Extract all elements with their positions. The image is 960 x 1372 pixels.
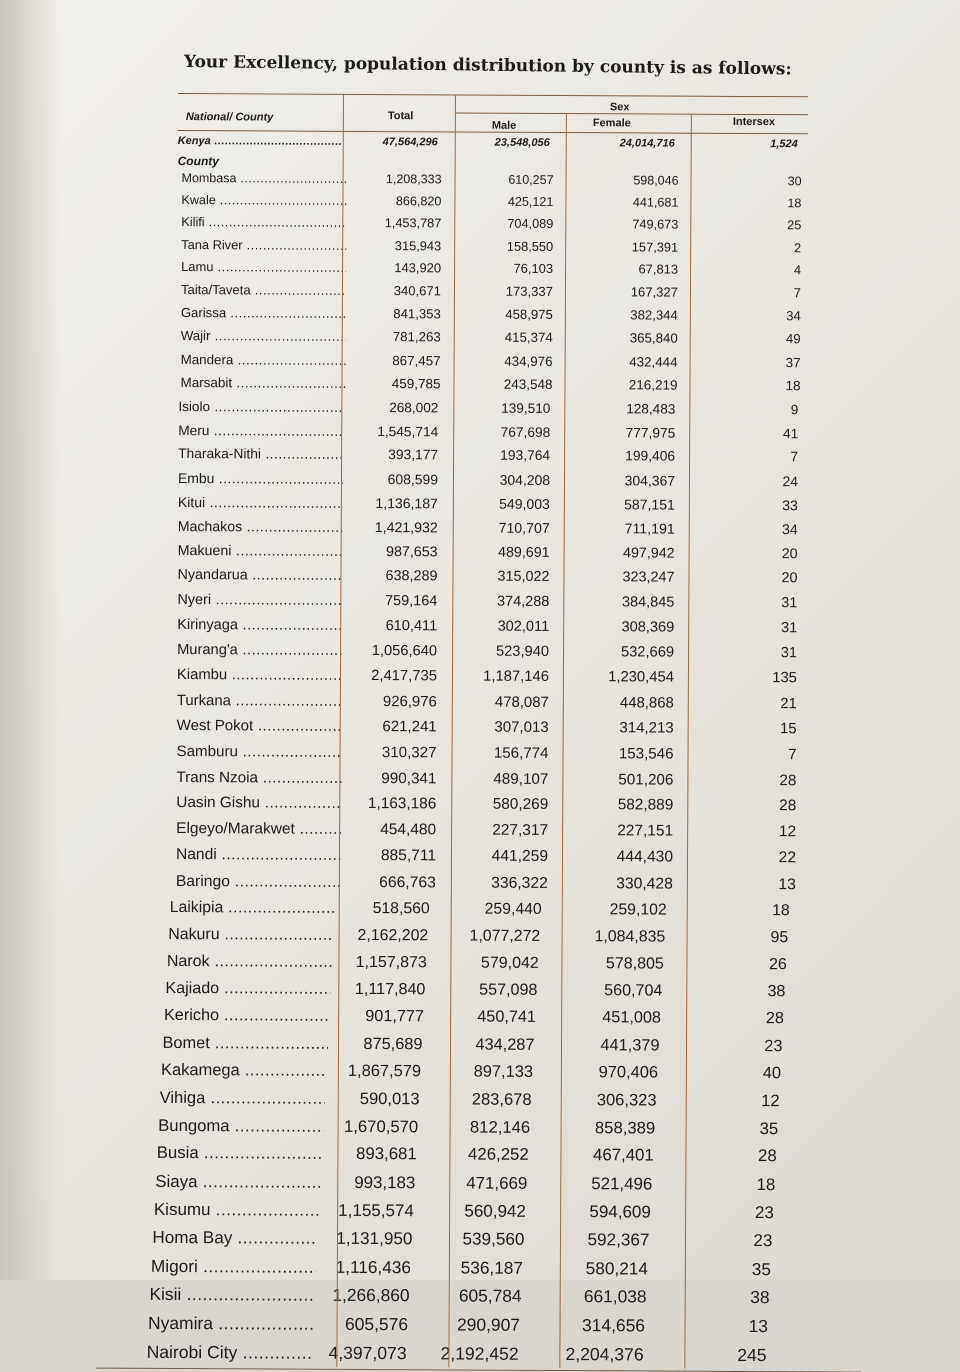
cell-intersex: 12 [778,823,797,841]
table-row [149,1279,774,1308]
cell-total: 310,327 [381,744,437,762]
cell-total: 621,241 [382,718,437,736]
table-row [177,661,802,687]
header-female: Female [592,117,631,130]
cell-male: 193,764 [500,447,551,464]
table-row [181,300,806,324]
table-row [160,1083,785,1111]
cell-female: 259,102 [609,901,667,919]
cell-total: 1,116,436 [335,1256,412,1278]
cell-intersex: 23 [764,1036,783,1055]
table-row [177,737,802,763]
cell-female: 532,669 [620,644,675,661]
cell-county-name: Mandera ..... [181,352,346,368]
cell-county-name: Nyamira ..... [148,1313,313,1335]
cell-male: 458,975 [505,307,553,323]
cell-female: 560,704 [604,981,663,1000]
table-row [181,209,806,232]
cell-male: 704,089 [507,215,554,232]
cell-intersex: 2 [794,240,802,256]
table-row [181,323,806,347]
cell-county-name: Bomet ..... [162,1034,327,1054]
cell-county-name: Vihiga ..... [160,1088,325,1109]
cell-total: 638,289 [385,568,438,585]
cell-intersex: 49 [785,331,801,347]
cell-male: 441,259 [491,847,549,866]
cell-county-name: Kitui ..... [178,494,343,511]
cell-intersex: 21 [780,694,797,712]
cell-intersex: 28 [765,1009,785,1028]
cell-intersex: 40 [762,1064,782,1083]
table-row [148,1308,773,1338]
cell-female: 157,391 [631,239,679,255]
cell-total: 1,056,640 [371,643,438,660]
cell-male: 139,510 [501,400,551,416]
cell-male: 1,187,146 [483,668,549,686]
cell-female: 384,845 [621,594,675,611]
cell-intersex: 15 [779,720,797,738]
header-county: National/ County [185,111,274,124]
cell-total: 610,411 [385,618,438,635]
table-row [176,788,801,815]
cell-female: 216,219 [628,377,678,393]
table-row [152,1222,777,1251]
cell-county-name: Kakamega ..... [161,1061,326,1081]
table-row [164,1000,789,1028]
cell-intersex: 30 [787,173,802,188]
cell-intersex: 7 [788,746,797,764]
cell-female: 970,406 [598,1063,659,1082]
cell-female: 661,038 [583,1286,647,1307]
cell-county-name: Trans Nzoia ..... [176,769,341,787]
cell-intersex: 4 [793,262,802,278]
cell-intersex: 35 [751,1258,772,1279]
cell-intersex: 23 [753,1231,773,1251]
cell-total: 340,671 [393,283,442,299]
header-intersex: Intersex [732,115,776,129]
cell-total: 1,867,579 [347,1061,422,1081]
cell-total: 1,421,932 [374,519,438,536]
cell-county-name: Tana River ..... [181,237,346,253]
cell-female: 67,813 [638,261,679,278]
cell-county-name: Busia ..... [157,1143,322,1164]
cell-total: 901,777 [365,1007,425,1026]
cell-male: 426,252 [468,1145,529,1165]
cell-male: 434,287 [475,1035,535,1054]
cell-county-name: Nandi ..... [176,846,341,865]
cell-female: 330,428 [616,875,673,893]
cell-male: 580,269 [492,795,549,813]
cell-total: 885,711 [380,847,437,865]
cell-total: 454,480 [380,821,437,839]
table-row [177,636,802,662]
cell-total: 268,002 [389,399,439,416]
cell-male: 415,374 [504,330,553,346]
table-row [181,187,806,210]
cell-male: 243,548 [503,376,553,393]
cell-intersex: 13 [748,1316,769,1337]
cell-female: 598,046 [633,172,679,188]
cell-county-name: Taita/Taveta ..... [181,282,346,298]
cell-male: 549,003 [499,495,550,512]
table-row [177,586,802,612]
cell-county-name: Kisumu ..... [154,1200,319,1221]
cell-intersex: 34 [786,308,801,324]
cell-total: 841,353 [393,306,441,322]
cell-total: 1,136,187 [375,494,438,512]
cell-total: 518,560 [372,900,430,918]
cell-county-name: Lamu ..... [181,260,346,276]
cell-male: 450,741 [477,1007,537,1027]
cell-male: 290,907 [456,1314,521,1336]
cell-female: 592,367 [587,1230,650,1250]
cell-total: 1,117,840 [354,979,426,999]
cell-intersex: 38 [750,1287,770,1308]
cell-male: 158,550 [506,238,554,254]
cell-female: 777,975 [625,424,676,441]
national-total: 47,564,296 [382,136,438,149]
cell-county-name: Kisii ..... [149,1284,314,1306]
cell-county-name: Marsabit ..... [180,375,345,391]
cell-intersex: 20 [781,545,798,562]
county-label: County [177,153,220,169]
cell-male: 156,774 [493,744,549,762]
cell-total: 1,131,950 [336,1229,413,1249]
table-row [177,711,802,737]
cell-male: 710,707 [498,519,550,537]
table-row [161,1055,786,1083]
cell-male: 478,087 [494,693,549,711]
cell-female: 467,401 [593,1145,654,1165]
cell-male: 2,192,452 [440,1343,519,1365]
cell-male: 767,698 [500,424,551,440]
table-row [178,512,803,537]
cell-county-name: Garissa ..... [181,305,346,321]
cell-female: 501,206 [618,771,674,789]
page-shadow [0,0,60,1280]
cell-male: 374,288 [496,593,550,610]
cell-intersex: 18 [787,196,802,211]
cell-intersex: 28 [779,797,797,815]
cell-intersex: 135 [772,670,797,687]
cell-county-name: Elgeyo/Marakwet ..... [176,820,341,839]
cell-county-name: Bungoma ..... [158,1115,323,1136]
cell-female: 128,483 [626,401,676,417]
cell-intersex: 22 [778,849,797,867]
cell-county-name: Murang'a ..... [177,642,342,659]
cell-female: 858,389 [594,1117,656,1138]
table-row [151,1251,776,1280]
cell-county-name: Isiolo ..... [178,399,343,415]
cell-male: 259,440 [484,900,542,919]
cell-female: 382,344 [630,307,678,323]
cell-county-name: Kiambu ..... [177,667,342,684]
table-row [178,488,803,513]
cell-total: 143,920 [394,260,442,276]
table-row [177,611,802,637]
table-row [181,232,806,255]
cell-total: 1,157,873 [355,952,427,972]
cell-intersex: 9 [790,402,799,418]
cell-total: 4,397,073 [328,1343,407,1364]
cell-county-name: Kirinyaga ..... [177,617,342,634]
table-row [177,686,802,712]
cell-female: 2,204,376 [565,1344,644,1365]
national-male: 23,548,056 [494,136,550,149]
cell-county-name: Kericho ..... [164,1006,329,1026]
national-intersex: 1,524 [770,138,798,151]
cell-county-name: Makueni ..... [178,543,343,560]
cell-intersex: 26 [768,955,787,974]
cell-total: 893,681 [356,1144,417,1164]
cell-county-name: Nyeri ..... [177,592,342,609]
cell-female: 308,369 [621,619,675,636]
cell-intersex: 31 [780,620,798,637]
cell-total: 759,164 [384,593,438,610]
cell-female: 521,496 [591,1173,653,1194]
table-row [178,440,803,465]
cell-intersex: 12 [761,1090,780,1110]
table-row [178,537,803,562]
cell-female: 1,230,454 [608,669,674,686]
cell-county-name: Uasin Gishu ..... [176,794,341,813]
cell-female: 306,323 [596,1089,657,1110]
cell-male: 523,940 [495,643,550,661]
table-row [155,1166,780,1195]
cell-male: 560,942 [464,1201,526,1221]
table-row [178,464,803,489]
cell-intersex: 25 [787,217,802,233]
cell-female: 749,673 [632,216,679,232]
cell-male: 173,337 [505,284,554,300]
cell-female: 314,656 [581,1315,646,1336]
cell-female: 1,084,835 [594,928,666,946]
cell-male: 539,560 [462,1229,525,1250]
cell-county-name: Tharaka-Nithi ..... [178,445,343,462]
cell-female: 594,609 [589,1202,651,1222]
cell-total: 1,155,574 [338,1200,414,1221]
cell-county-name: Kilifi ..... [181,214,346,230]
header-sex: Sex [609,101,630,114]
cell-total: 666,763 [379,873,436,892]
table-row [176,867,801,894]
cell-intersex: 34 [781,521,798,538]
cell-total: 315,943 [394,237,442,254]
table-row [181,346,806,370]
cell-county-name: Homa Bay ..... [152,1228,317,1249]
cell-total: 1,208,333 [385,171,442,186]
cell-county-name: Machakos ..... [178,518,343,535]
cell-female: 497,942 [623,544,675,562]
cell-total: 781,263 [392,329,441,345]
cell-intersex: 38 [767,982,786,1001]
table-row [176,814,801,841]
table-row [162,1028,787,1056]
cell-male: 812,146 [469,1117,531,1137]
cell-intersex: 24 [782,472,799,489]
cell-intersex: 41 [782,425,799,441]
national-name: Kenya ..... [178,135,343,148]
cell-female: 451,008 [602,1008,662,1027]
cell-intersex: 18 [785,378,801,394]
table-row [176,841,801,868]
cell-male: 579,042 [480,953,539,972]
cell-total: 393,177 [388,446,439,463]
cell-intersex: 23 [754,1202,774,1222]
table-row [147,1337,772,1367]
cell-female: 227,151 [617,822,674,840]
cell-male: 471,669 [466,1173,528,1193]
cell-female: 432,444 [629,354,678,370]
cell-female: 578,805 [605,954,664,973]
cell-county-name: West Pokot ..... [177,717,342,735]
cell-county-name: Wajir ..... [181,329,346,345]
header-male: Male [491,119,517,132]
cell-total: 993,183 [354,1172,416,1192]
cell-county-name: Samburu ..... [177,743,342,761]
cell-female: 441,379 [600,1035,660,1055]
table-bottom-rule [96,1367,861,1372]
table-row [177,561,802,586]
cell-female: 582,889 [617,796,674,814]
table-row [157,1138,782,1167]
cell-total: 1,545,714 [377,423,439,439]
cell-total: 1,670,570 [343,1116,419,1136]
header-total: Total [387,110,414,123]
cell-county-name: Nyandarua ..... [177,567,342,584]
cell-intersex: 7 [790,448,799,465]
table-row [167,947,792,975]
page-heading: Your Excellency, population distribution by county is as follows: [183,52,792,80]
cell-total: 990,341 [381,769,437,788]
cell-total: 987,653 [386,543,438,560]
table-row [158,1110,783,1139]
cell-intersex: 37 [785,354,801,371]
cell-total: 867,457 [392,352,441,369]
cell-male: 1,077,272 [469,927,541,946]
cell-female: 444,430 [616,848,674,866]
cell-county-name: Nairobi City ..... [147,1342,312,1364]
cell-total: 1,453,787 [384,215,442,231]
cell-female: 448,868 [619,694,674,712]
cell-county-name: Baringo ..... [176,873,341,892]
cell-intersex: 31 [780,645,798,662]
table-row [181,254,806,277]
cell-total: 2,417,735 [371,668,437,685]
cell-county-name: Siaya ..... [155,1171,320,1192]
cell-male: 304,208 [499,471,551,488]
table-row [176,763,801,790]
cell-male: 283,678 [471,1089,532,1109]
cell-male: 307,013 [494,718,549,737]
cell-total: 608,599 [387,470,439,487]
cell-intersex: 31 [781,595,798,612]
cell-intersex: 18 [756,1174,776,1194]
cell-male: 336,322 [491,874,548,892]
cell-county-name: Kajiado ..... [165,979,330,999]
cell-female: 153,546 [618,745,674,763]
table-row [182,165,807,188]
cell-male: 489,691 [498,544,550,561]
cell-total: 2,162,202 [357,927,429,945]
cell-male: 605,784 [458,1285,522,1307]
cell-intersex: 95 [770,929,789,947]
cell-male: 610,257 [508,172,554,187]
cell-total: 459,785 [391,376,441,392]
cell-total: 1,266,860 [332,1285,410,1306]
cell-intersex: 20 [781,570,798,587]
cell-male: 425,121 [507,194,554,209]
table-row [178,393,803,417]
cell-male: 302,011 [497,618,550,635]
cell-county-name: Kwale ..... [181,193,346,208]
cell-intersex: 35 [759,1118,779,1138]
cell-male: 315,022 [497,568,550,586]
cell-county-name: Meru ..... [178,423,343,439]
cell-female: 441,681 [632,195,679,210]
cell-male: 897,133 [473,1062,534,1081]
national-female: 24,014,716 [619,137,675,150]
cell-total: 605,576 [344,1314,409,1335]
cell-male: 76,103 [513,261,554,277]
cell-female: 199,406 [625,447,676,465]
cell-county-name: Laikipia ..... [170,899,335,918]
cell-county-name: Turkana ..... [177,692,342,710]
cell-total: 926,976 [382,692,437,711]
cell-intersex: 28 [758,1146,777,1166]
cell-female: 365,840 [629,330,678,347]
cell-male: 227,317 [492,821,549,839]
cell-intersex: 33 [782,496,798,513]
table-row [178,416,803,441]
table-row [170,893,795,920]
cell-male: 536,187 [460,1257,524,1278]
cell-female: 314,213 [619,719,674,737]
cell-county-name: Nakuru ..... [168,926,333,945]
table-row [181,277,806,301]
cell-total: 590,013 [359,1088,420,1109]
cell-county-name: Narok ..... [167,952,332,972]
cell-female: 167,327 [630,284,679,300]
cell-county-name: Embu ..... [178,470,343,487]
cell-female: 711,191 [624,520,675,537]
cell-female: 580,214 [585,1257,649,1279]
cell-total: 1,163,186 [367,794,437,813]
cell-male: 557,098 [479,980,538,999]
cell-intersex: 13 [778,875,796,893]
cell-county-name: Mombasa ..... [182,171,347,186]
cell-intersex: 7 [793,285,802,301]
cell-total: 875,689 [363,1034,423,1053]
cell-female: 587,151 [624,496,675,513]
table-row [168,920,793,948]
cell-total: 866,820 [395,193,442,209]
table-row [165,973,790,1001]
cell-male: 489,107 [493,770,549,788]
cell-intersex: 245 [737,1345,767,1366]
table-row [180,369,805,393]
cell-county-name: Migori ..... [151,1256,316,1278]
cell-female: 304,367 [624,471,676,489]
cell-intersex: 28 [779,772,797,790]
cell-male: 434,976 [504,353,553,369]
cell-intersex: 18 [772,902,790,920]
cell-female: 323,247 [622,569,675,586]
